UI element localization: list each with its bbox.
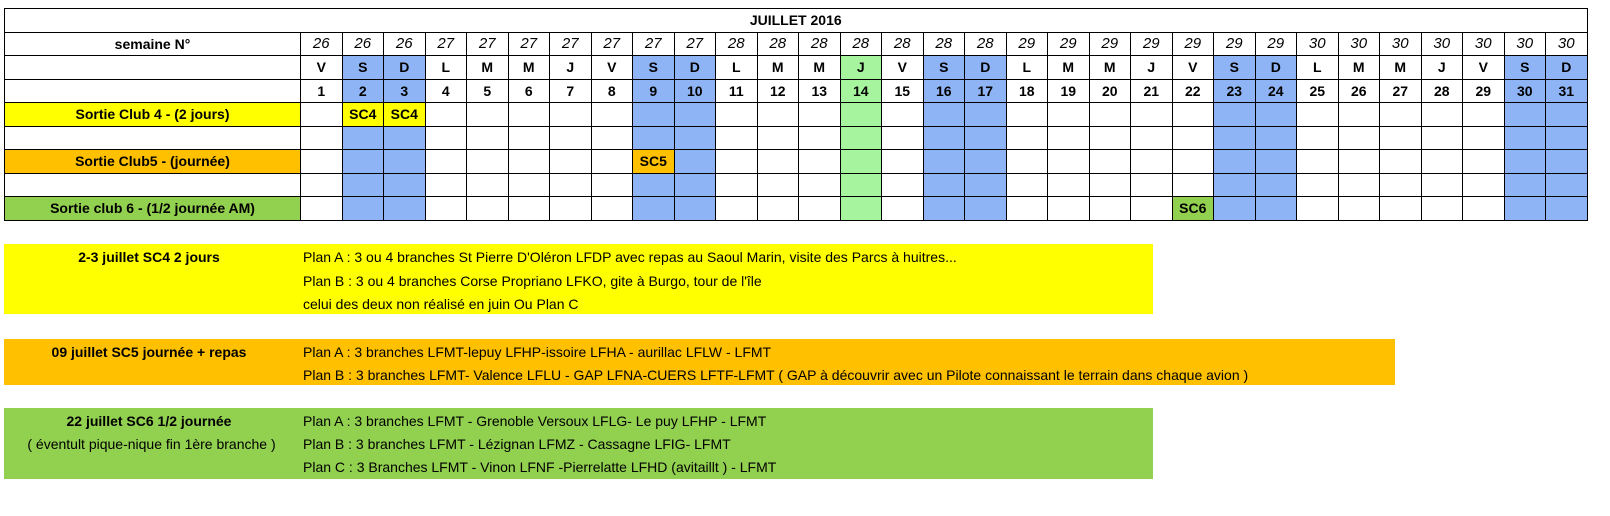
calendar-cell bbox=[757, 150, 799, 174]
calendar-cell bbox=[591, 173, 633, 197]
day-number-cell: 27 bbox=[1380, 79, 1422, 103]
week-number-cell: 26 bbox=[384, 32, 426, 56]
calendar-cell bbox=[1255, 150, 1297, 174]
day-number-cell: 6 bbox=[508, 79, 550, 103]
calendar-cell bbox=[1421, 197, 1463, 221]
calendar-cell bbox=[757, 103, 799, 127]
week-number-cell: 30 bbox=[1421, 32, 1463, 56]
calendar-cell bbox=[799, 103, 841, 127]
calendar-cell bbox=[508, 103, 550, 127]
calendar-cell bbox=[965, 197, 1007, 221]
week-number-cell: 27 bbox=[550, 32, 592, 56]
calendar-cell bbox=[1297, 173, 1339, 197]
calendar-cell bbox=[923, 103, 965, 127]
calendar-cell bbox=[1255, 126, 1297, 150]
calendar-cell bbox=[591, 150, 633, 174]
weekday-letter-cell: D bbox=[384, 56, 426, 80]
calendar-cell bbox=[467, 150, 509, 174]
calendar-cell bbox=[1255, 173, 1297, 197]
day-number-cell: 2 bbox=[342, 79, 384, 103]
calendar-cell bbox=[882, 197, 924, 221]
sc5-details-block bbox=[4, 339, 1395, 385]
event-row-label: Sortie Club5 - (journée) bbox=[5, 150, 301, 174]
calendar-cell bbox=[1297, 150, 1339, 174]
weekday-letter-cell: V bbox=[1172, 56, 1214, 80]
calendar-cell bbox=[550, 103, 592, 127]
calendar-cell bbox=[1131, 103, 1173, 127]
calendar-cell bbox=[301, 103, 343, 127]
week-number-cell: 26 bbox=[301, 32, 343, 56]
calendar-cell bbox=[674, 150, 716, 174]
calendar-cell bbox=[1255, 197, 1297, 221]
calendar-cell bbox=[425, 173, 467, 197]
calendar-cell bbox=[633, 197, 675, 221]
sc6-details-block bbox=[4, 408, 1153, 479]
week-number-cell: 30 bbox=[1504, 32, 1546, 56]
calendar-cell bbox=[716, 150, 758, 174]
month-title: JUILLET 2016 bbox=[5, 9, 1588, 33]
calendar-cell bbox=[467, 173, 509, 197]
week-number-cell: 30 bbox=[1338, 32, 1380, 56]
calendar-cell bbox=[840, 150, 882, 174]
calendar-cell bbox=[1255, 103, 1297, 127]
calendar-cell bbox=[1214, 126, 1256, 150]
calendar-cell bbox=[1338, 197, 1380, 221]
calendar-cell bbox=[840, 173, 882, 197]
calendar-cell bbox=[1546, 150, 1588, 174]
weekday-letter-cell: V bbox=[1463, 56, 1505, 80]
day-number-cell: 19 bbox=[1048, 79, 1090, 103]
week-number-cell: 30 bbox=[1463, 32, 1505, 56]
event-row bbox=[5, 197, 1588, 221]
day-number-cell: 30 bbox=[1504, 79, 1546, 103]
day-number-cell: 29 bbox=[1463, 79, 1505, 103]
calendar-cell bbox=[1048, 150, 1090, 174]
event-row-label: Sortie Club 4 - (2 jours) bbox=[5, 103, 301, 127]
week-number-cell: 28 bbox=[965, 32, 1007, 56]
calendar-cell bbox=[757, 197, 799, 221]
calendar-cell bbox=[1504, 173, 1546, 197]
calendar-cell bbox=[1172, 126, 1214, 150]
calendar-cell bbox=[1380, 103, 1422, 127]
week-number-cell: 29 bbox=[1048, 32, 1090, 56]
sc6-plan-c: Plan C : 3 Branches LFMT - Vinon LFNF -Pierrelatte LFHD (avitaillt ) - LFMT bbox=[303, 459, 777, 475]
sc5-title: 09 juillet SC5 journée + repas bbox=[51, 344, 247, 360]
calendar-cell bbox=[674, 103, 716, 127]
day-number-cell: 31 bbox=[1546, 79, 1588, 103]
day-number-cell: 16 bbox=[923, 79, 965, 103]
calendar-cell bbox=[1131, 150, 1173, 174]
calendar-cell bbox=[1380, 173, 1422, 197]
calendar-cell bbox=[1504, 126, 1546, 150]
calendar-cell bbox=[508, 150, 550, 174]
calendar-cell bbox=[1048, 103, 1090, 127]
weekday-letter-cell: D bbox=[1546, 56, 1588, 80]
calendar-cell bbox=[1089, 173, 1131, 197]
calendar-cell bbox=[425, 103, 467, 127]
calendar-cell bbox=[965, 173, 1007, 197]
calendar-cell bbox=[799, 150, 841, 174]
sc4-details-block bbox=[4, 244, 1153, 314]
calendar-cell bbox=[1421, 150, 1463, 174]
calendar-cell bbox=[1131, 173, 1173, 197]
event-row bbox=[5, 103, 1588, 127]
week-number-cell: 27 bbox=[633, 32, 675, 56]
calendar-cell bbox=[550, 126, 592, 150]
day-number-cell: 24 bbox=[1255, 79, 1297, 103]
calendar-cell bbox=[923, 126, 965, 150]
calendar-cell bbox=[342, 173, 384, 197]
week-number-cell: 28 bbox=[799, 32, 841, 56]
calendar-cell bbox=[882, 150, 924, 174]
day-number-cell: 20 bbox=[1089, 79, 1131, 103]
calendar-cell bbox=[1338, 103, 1380, 127]
calendar-cell bbox=[342, 150, 384, 174]
sc4-plan-a: Plan A : 3 ou 4 branches St Pierre D'Oléron LFDP avec repas au Saoul Marin, visite des Parcs à huitres... bbox=[303, 249, 957, 265]
weekday-letter-cell: S bbox=[1504, 56, 1546, 80]
day-number-cell: 13 bbox=[799, 79, 841, 103]
calendar-cell bbox=[799, 197, 841, 221]
calendar-cell bbox=[1380, 126, 1422, 150]
weekday-letter-cell: S bbox=[633, 56, 675, 80]
calendar-cell bbox=[591, 197, 633, 221]
calendar-cell bbox=[384, 197, 426, 221]
calendar-cell bbox=[1131, 126, 1173, 150]
calendar-cell bbox=[1214, 103, 1256, 127]
sc6-plan-b: Plan B : 3 branches LFMT - Lézignan LFMZ - Cassagne LFIG- LFMT bbox=[303, 436, 731, 452]
week-number-cell: 28 bbox=[923, 32, 965, 56]
calendar-cell bbox=[1421, 126, 1463, 150]
day-number-cell: 7 bbox=[550, 79, 592, 103]
weekday-letter-cell: L bbox=[1006, 56, 1048, 80]
event-mark-cell: SC5 bbox=[633, 150, 675, 174]
day-number-cell: 5 bbox=[467, 79, 509, 103]
calendar-cell bbox=[1338, 150, 1380, 174]
calendar-cell bbox=[1214, 150, 1256, 174]
event-row-label bbox=[5, 126, 301, 150]
calendar-cell bbox=[1214, 197, 1256, 221]
calendar-cell bbox=[342, 197, 384, 221]
calendar-cell bbox=[425, 126, 467, 150]
calendar-cell bbox=[1214, 173, 1256, 197]
weekday-letter-cell: M bbox=[757, 56, 799, 80]
week-number-cell: 28 bbox=[882, 32, 924, 56]
calendar-cell bbox=[923, 173, 965, 197]
weekday-letter-cell: L bbox=[425, 56, 467, 80]
calendar-cell bbox=[1172, 103, 1214, 127]
calendar-cell bbox=[1546, 126, 1588, 150]
calendar-cell bbox=[1089, 103, 1131, 127]
day-number-cell: 1 bbox=[301, 79, 343, 103]
day-number-cell: 8 bbox=[591, 79, 633, 103]
weekday-letter-cell: V bbox=[882, 56, 924, 80]
day-number-cell: 3 bbox=[384, 79, 426, 103]
calendar-cell bbox=[1048, 173, 1090, 197]
sc4-title: 2-3 juillet SC4 2 jours bbox=[78, 249, 220, 265]
week-number-cell: 29 bbox=[1089, 32, 1131, 56]
calendar-cell bbox=[1380, 150, 1422, 174]
event-row bbox=[5, 126, 1588, 150]
weekday-letter-cell: D bbox=[965, 56, 1007, 80]
calendar-cell bbox=[1006, 126, 1048, 150]
calendar-cell bbox=[1546, 173, 1588, 197]
day-number-cell: 10 bbox=[674, 79, 716, 103]
weekday-letter-cell: S bbox=[923, 56, 965, 80]
day-number-cell: 18 bbox=[1006, 79, 1048, 103]
calendar-cell bbox=[840, 126, 882, 150]
event-row-label: Sortie club 6 - (1/2 journée AM) bbox=[5, 197, 301, 221]
day-number-cell: 9 bbox=[633, 79, 675, 103]
weekday-label-empty bbox=[5, 56, 301, 80]
calendar-cell bbox=[591, 103, 633, 127]
calendar-cell bbox=[882, 103, 924, 127]
calendar-cell bbox=[965, 150, 1007, 174]
calendar-cell bbox=[591, 126, 633, 150]
calendar-cell bbox=[674, 126, 716, 150]
weekday-letter-cell: D bbox=[674, 56, 716, 80]
weekday-letter-cell: L bbox=[1297, 56, 1339, 80]
calendar-cell bbox=[1421, 173, 1463, 197]
calendar-cell bbox=[467, 103, 509, 127]
calendar-cell bbox=[1463, 173, 1505, 197]
weekday-letter-cell: J bbox=[1421, 56, 1463, 80]
calendar-cell bbox=[799, 126, 841, 150]
day-number-label-empty bbox=[5, 79, 301, 103]
weekday-letter-cell: L bbox=[716, 56, 758, 80]
week-number-cell: 27 bbox=[425, 32, 467, 56]
calendar-cell bbox=[716, 173, 758, 197]
calendar-cell bbox=[1421, 103, 1463, 127]
calendar-cell bbox=[1338, 173, 1380, 197]
event-row bbox=[5, 173, 1588, 197]
calendar-cell bbox=[1297, 126, 1339, 150]
calendar-cell bbox=[923, 197, 965, 221]
event-mark-cell: SC6 bbox=[1172, 197, 1214, 221]
week-number-cell: 28 bbox=[840, 32, 882, 56]
weekday-letter-cell: J bbox=[550, 56, 592, 80]
week-number-cell: 29 bbox=[1006, 32, 1048, 56]
calendar-cell bbox=[1546, 197, 1588, 221]
calendar-cell bbox=[550, 173, 592, 197]
week-number-cell: 29 bbox=[1131, 32, 1173, 56]
day-number-cell: 12 bbox=[757, 79, 799, 103]
calendar-cell bbox=[965, 126, 1007, 150]
calendar-cell bbox=[882, 126, 924, 150]
day-number-cell: 25 bbox=[1297, 79, 1339, 103]
calendar-cell bbox=[757, 173, 799, 197]
calendar-cell bbox=[1504, 197, 1546, 221]
week-number-cell: 30 bbox=[1546, 32, 1588, 56]
calendar-cell bbox=[1463, 150, 1505, 174]
calendar-cell bbox=[716, 126, 758, 150]
calendar-cell bbox=[1546, 103, 1588, 127]
calendar-cell bbox=[1048, 197, 1090, 221]
calendar-cell bbox=[1380, 197, 1422, 221]
calendar-cell bbox=[508, 197, 550, 221]
week-label: semaine N° bbox=[5, 32, 301, 56]
day-number-cell: 22 bbox=[1172, 79, 1214, 103]
calendar-cell bbox=[1006, 173, 1048, 197]
calendar-cell bbox=[633, 103, 675, 127]
calendar-cell bbox=[550, 197, 592, 221]
week-number-cell: 29 bbox=[1255, 32, 1297, 56]
weekday-letter-cell: S bbox=[342, 56, 384, 80]
day-number-row bbox=[5, 79, 1588, 103]
day-number-cell: 17 bbox=[965, 79, 1007, 103]
week-number-cell: 30 bbox=[1297, 32, 1339, 56]
event-row-label bbox=[5, 173, 301, 197]
weekday-letter-cell: M bbox=[1380, 56, 1422, 80]
week-number-cell: 29 bbox=[1214, 32, 1256, 56]
calendar-cell bbox=[508, 126, 550, 150]
calendar-cell bbox=[467, 126, 509, 150]
week-number-cell: 27 bbox=[467, 32, 509, 56]
calendar-cell bbox=[840, 103, 882, 127]
calendar-cell bbox=[1006, 103, 1048, 127]
sc6-subtitle: ( éventult pique-nique fin 1ère branche ) bbox=[27, 436, 276, 452]
calendar-table bbox=[4, 8, 1588, 221]
weekday-letter-cell: M bbox=[467, 56, 509, 80]
calendar-cell bbox=[301, 126, 343, 150]
calendar-cell bbox=[384, 173, 426, 197]
calendar-cell bbox=[425, 197, 467, 221]
day-number-cell: 26 bbox=[1338, 79, 1380, 103]
calendar-cell bbox=[1048, 126, 1090, 150]
event-mark-cell: SC4 bbox=[384, 103, 426, 127]
day-number-cell: 4 bbox=[425, 79, 467, 103]
weekday-letter-cell: D bbox=[1255, 56, 1297, 80]
calendar-cell bbox=[301, 173, 343, 197]
calendar-cell bbox=[1089, 197, 1131, 221]
sc6-title: 22 juillet SC6 1/2 journée bbox=[66, 413, 232, 429]
calendar-cell bbox=[1463, 197, 1505, 221]
week-number-cell: 26 bbox=[342, 32, 384, 56]
calendar-cell bbox=[840, 197, 882, 221]
calendar-cell bbox=[384, 126, 426, 150]
calendar-cell bbox=[1006, 197, 1048, 221]
day-number-cell: 23 bbox=[1214, 79, 1256, 103]
calendar-cell bbox=[1089, 126, 1131, 150]
calendar-cell bbox=[1297, 197, 1339, 221]
calendar-cell bbox=[757, 126, 799, 150]
sc5-plan-a: Plan A : 3 branches LFMT-lepuy LFHP-issoire LFHA - aurillac LFLW - LFMT bbox=[303, 344, 772, 360]
week-number-cell: 28 bbox=[757, 32, 799, 56]
calendar-cell bbox=[1131, 197, 1173, 221]
calendar-cell bbox=[633, 126, 675, 150]
weekday-letter-cell: M bbox=[1089, 56, 1131, 80]
calendar-cell bbox=[633, 173, 675, 197]
week-number-cell: 28 bbox=[716, 32, 758, 56]
week-number-cell: 27 bbox=[591, 32, 633, 56]
weekday-letter-cell: J bbox=[1131, 56, 1173, 80]
event-row bbox=[5, 150, 1588, 174]
day-number-cell: 11 bbox=[716, 79, 758, 103]
calendar-cell bbox=[923, 150, 965, 174]
weekday-letter-cell: M bbox=[1338, 56, 1380, 80]
sc5-plan-b: Plan B : 3 branches LFMT- Valence LFLU - GAP LFNA-CUERS LFTF-LFMT ( GAP à découvrir avec un Pilote connaissant le terrain dans chaque avion ) bbox=[303, 367, 1249, 383]
sc4-plan-b: Plan B : 3 ou 4 branches Corse Propriano LFKO, gite à Burgo, tour de l'île bbox=[303, 273, 762, 289]
day-number-cell: 21 bbox=[1131, 79, 1173, 103]
calendar-cell bbox=[1172, 173, 1214, 197]
weekday-letter-cell: M bbox=[799, 56, 841, 80]
week-number-cell: 27 bbox=[674, 32, 716, 56]
weekday-letter-cell: M bbox=[1048, 56, 1090, 80]
calendar-cell bbox=[674, 173, 716, 197]
calendar-cell bbox=[467, 197, 509, 221]
calendar-cell bbox=[1504, 150, 1546, 174]
calendar-cell bbox=[882, 173, 924, 197]
calendar-cell bbox=[1172, 150, 1214, 174]
event-mark-cell: SC4 bbox=[342, 103, 384, 127]
month-row bbox=[5, 9, 1588, 33]
calendar-cell bbox=[1504, 103, 1546, 127]
week-number-cell: 29 bbox=[1172, 32, 1214, 56]
calendar-cell bbox=[425, 150, 467, 174]
calendar-cell bbox=[965, 103, 1007, 127]
calendar-cell bbox=[301, 150, 343, 174]
weekday-letter-cell: M bbox=[508, 56, 550, 80]
calendar-cell bbox=[1338, 126, 1380, 150]
calendar-cell bbox=[508, 173, 550, 197]
calendar-cell bbox=[716, 197, 758, 221]
day-number-cell: 15 bbox=[882, 79, 924, 103]
calendar-cell bbox=[550, 150, 592, 174]
day-number-cell: 14 bbox=[840, 79, 882, 103]
calendar-cell bbox=[716, 103, 758, 127]
calendar-cell bbox=[384, 150, 426, 174]
calendar-cell bbox=[1463, 126, 1505, 150]
week-number-cell: 30 bbox=[1380, 32, 1422, 56]
weekday-letter-cell: S bbox=[1214, 56, 1256, 80]
sc6-plan-a: Plan A : 3 branches LFMT - Grenoble Versoux LFLG- Le puy LFHP - LFMT bbox=[303, 413, 767, 429]
sc4-plan-c: celui des deux non réalisé en juin Ou Plan C bbox=[303, 296, 579, 312]
calendar-cell bbox=[301, 197, 343, 221]
weekday-letter-cell: V bbox=[591, 56, 633, 80]
weekday-letter-cell: J bbox=[840, 56, 882, 80]
week-number-cell: 27 bbox=[508, 32, 550, 56]
calendar-cell bbox=[799, 173, 841, 197]
weekday-letter-cell: V bbox=[301, 56, 343, 80]
calendar-cell bbox=[1006, 150, 1048, 174]
calendar-cell bbox=[1089, 150, 1131, 174]
week-row bbox=[5, 32, 1588, 56]
calendar-cell bbox=[1463, 103, 1505, 127]
weekday-row bbox=[5, 56, 1588, 80]
day-number-cell: 28 bbox=[1421, 79, 1463, 103]
calendar-cell bbox=[674, 197, 716, 221]
calendar-cell bbox=[1297, 103, 1339, 127]
calendar-cell bbox=[342, 126, 384, 150]
